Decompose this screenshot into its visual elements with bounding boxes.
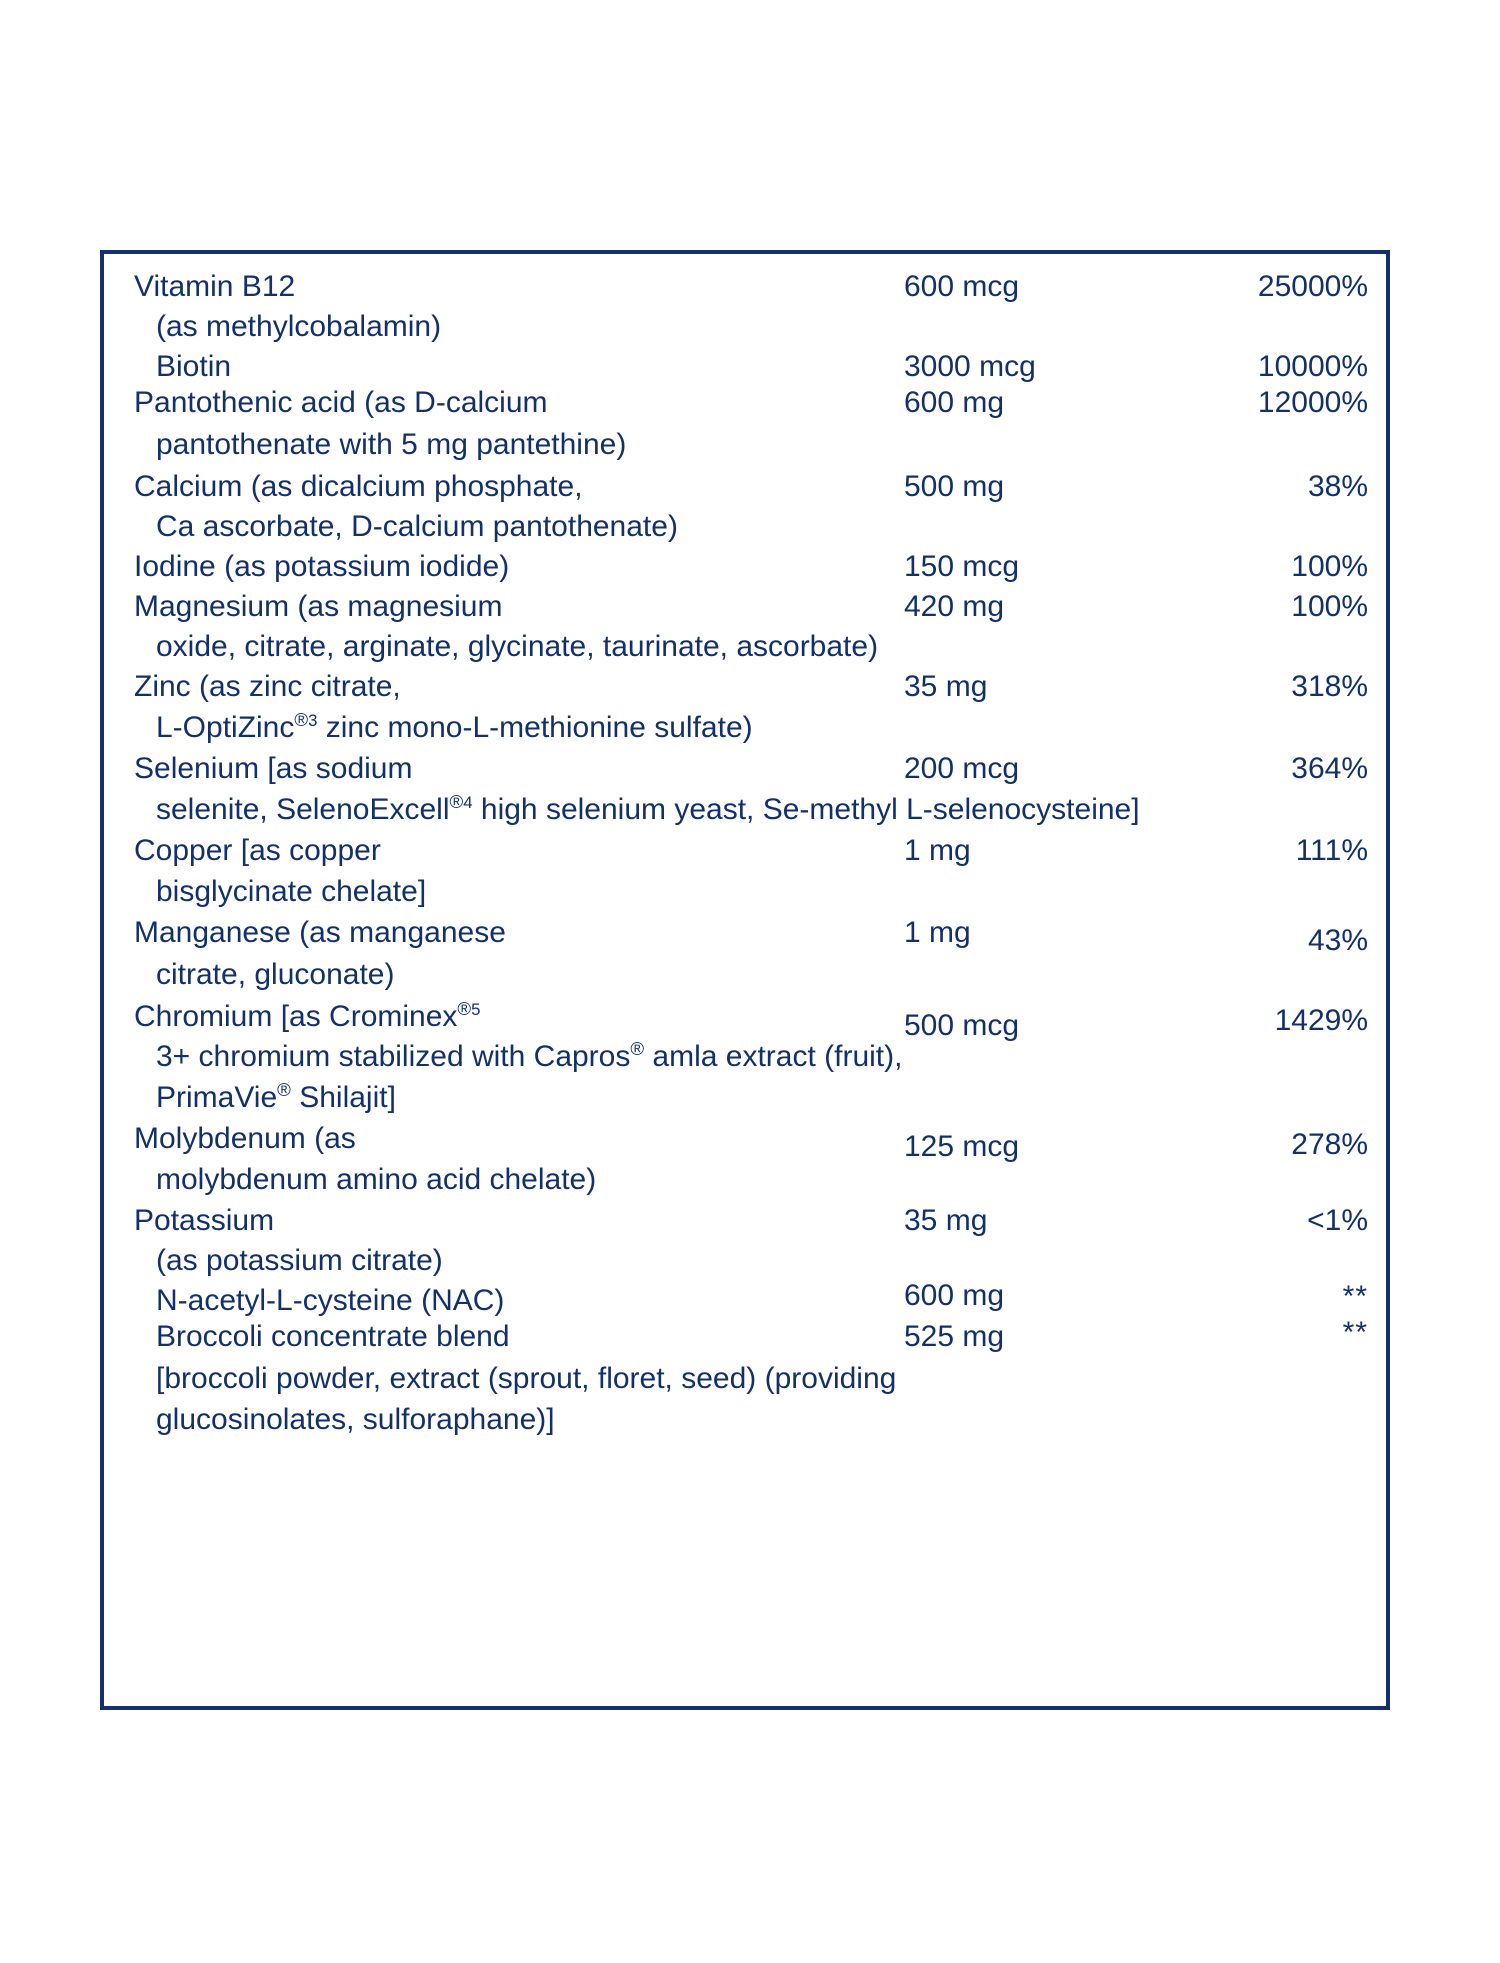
ingredient-detail-pre: L-OptiZinc xyxy=(156,711,295,744)
table-row xyxy=(134,552,1368,592)
ingredient-name: Selenium [as sodium xyxy=(134,752,413,785)
ingredient-detail: [broccoli powder, extract (sprout, floret, seed) (providing xyxy=(156,1362,897,1395)
table-row xyxy=(134,998,1368,1124)
ingredient-daily-value: ** xyxy=(1342,1316,1368,1349)
ingredient-detail: molybdenum amino acid chelate) xyxy=(156,1163,597,1196)
ingredient-list xyxy=(134,272,1368,1446)
ingredient-detail-pre: PrimaVie xyxy=(156,1081,278,1114)
ingredient-daily-value: 38% xyxy=(1307,470,1368,503)
ingredient-daily-value: <1% xyxy=(1307,1204,1368,1237)
registered-trademark-icon: ® xyxy=(277,1079,291,1100)
table-row xyxy=(134,918,1368,1002)
registered-trademark-icon: ® xyxy=(294,709,309,730)
ingredient-amount: 525 mg xyxy=(904,1320,1005,1353)
ingredient-name: Zinc (as zinc citrate, xyxy=(134,670,401,703)
ingredient-detail: citrate, gluconate) xyxy=(156,958,395,991)
ingredient-name: N-acetyl-L-cysteine (NAC) xyxy=(156,1284,505,1317)
table-row xyxy=(134,352,1368,388)
table-row xyxy=(134,592,1368,672)
ingredient-detail-post: zinc mono-L-methionine sulfate) xyxy=(317,711,753,744)
ingredient-amount: 35 mg xyxy=(904,1204,988,1237)
ingredient-amount: 500 mcg xyxy=(904,1009,1020,1042)
ingredient-daily-value: 111% xyxy=(1295,834,1368,867)
table-row xyxy=(134,1279,1368,1322)
ingredient-daily-value: 25000% xyxy=(1257,270,1368,303)
table-row xyxy=(134,836,1368,918)
ingredient-detail: pantothenate with 5 mg pantethine) xyxy=(156,428,627,461)
ingredient-name: Copper [as copper xyxy=(134,834,381,867)
ingredient-daily-value: 318% xyxy=(1291,670,1368,703)
ingredient-amount: 35 mg xyxy=(904,670,988,703)
ingredient-daily-value: 100% xyxy=(1291,590,1368,623)
ingredient-name: Manganese (as manganese xyxy=(134,916,506,949)
registered-trademark-icon: ® xyxy=(630,1038,645,1059)
ingredient-detail xyxy=(156,709,753,744)
ingredient-name: Calcium (as dicalcium phosphate, xyxy=(134,470,583,503)
ingredient-detail: Ca ascorbate, D-calcium pantothenate) xyxy=(156,510,678,543)
footnote-marker: 5 xyxy=(471,1000,481,1019)
table-row xyxy=(134,388,1368,472)
ingredient-amount: 1 mg xyxy=(904,834,971,867)
ingredient-daily-value: 1429% xyxy=(1274,1004,1368,1037)
ingredient-detail-post: Shilajit] xyxy=(290,1081,396,1114)
ingredient-detail xyxy=(156,1079,396,1114)
ingredient-amount: 500 mg xyxy=(904,470,1005,503)
ingredient-detail xyxy=(156,791,1140,826)
ingredient-detail: oxide, citrate, arginate, glycinate, taurinate, ascorbate) xyxy=(156,630,879,663)
ingredient-name xyxy=(134,998,481,1033)
ingredient-amount: 420 mg xyxy=(904,590,1005,623)
ingredient-name: Molybdenum (as xyxy=(134,1122,356,1155)
ingredient-name: Potassium xyxy=(134,1204,275,1237)
registered-trademark-icon: ® xyxy=(449,791,464,812)
ingredient-amount: 600 mcg xyxy=(904,270,1020,303)
ingredient-amount: 200 mcg xyxy=(904,752,1020,785)
table-row xyxy=(134,754,1368,836)
ingredient-name: Biotin xyxy=(156,350,232,383)
footnote-marker: 4 xyxy=(463,793,473,812)
registered-trademark-icon: ® xyxy=(457,998,472,1019)
ingredient-daily-value: 10000% xyxy=(1257,350,1368,383)
ingredient-daily-value: 278% xyxy=(1291,1128,1368,1161)
table-row xyxy=(134,272,1368,352)
ingredient-detail-post: amla extract (fruit), xyxy=(644,1040,903,1073)
ingredient-daily-value: 43% xyxy=(1307,924,1368,957)
table-row xyxy=(134,472,1368,552)
ingredient-name: Vitamin B12 xyxy=(134,270,296,303)
ingredient-amount: 1 mg xyxy=(904,916,971,949)
ingredient-detail: (as methylcobalamin) xyxy=(156,310,442,343)
ingredient-amount: 150 mcg xyxy=(904,550,1020,583)
supplement-facts-panel xyxy=(100,250,1390,1710)
ingredient-detail: bisglycinate chelate] xyxy=(156,875,427,908)
ingredient-detail: glucosinolates, sulforaphane)] xyxy=(156,1403,555,1436)
ingredient-name: Broccoli concentrate blend xyxy=(156,1320,510,1353)
ingredient-amount: 3000 mcg xyxy=(904,350,1036,383)
ingredient-detail-pre: selenite, SelenoExcell xyxy=(156,793,450,826)
ingredient-name: Magnesium (as magnesium xyxy=(134,590,503,623)
ingredient-daily-value: 12000% xyxy=(1257,386,1368,419)
ingredient-amount: 600 mg xyxy=(904,386,1005,419)
table-row xyxy=(134,1206,1368,1286)
ingredient-detail-post: high selenium yeast, Se-methyl L-selenocysteine] xyxy=(472,793,1140,826)
table-row xyxy=(134,1316,1368,1446)
table-row xyxy=(134,672,1368,754)
ingredient-daily-value: 364% xyxy=(1291,752,1368,785)
ingredient-name-pre: Chromium [as Crominex xyxy=(134,1000,458,1033)
ingredient-name: Iodine (as potassium iodide) xyxy=(134,550,510,583)
ingredient-detail-pre: 3+ chromium stabilized with Capros xyxy=(156,1040,631,1073)
ingredient-amount: 600 mg xyxy=(904,1279,1005,1312)
ingredient-amount: 125 mcg xyxy=(904,1130,1020,1163)
ingredient-detail: (as potassium citrate) xyxy=(156,1244,443,1277)
ingredient-name: Pantothenic acid (as D-calcium xyxy=(134,386,548,419)
table-row xyxy=(134,1124,1368,1206)
ingredient-daily-value: ** xyxy=(1342,1280,1368,1313)
ingredient-daily-value: 100% xyxy=(1291,550,1368,583)
ingredient-detail xyxy=(156,1038,903,1073)
footnote-marker: 3 xyxy=(308,711,318,730)
